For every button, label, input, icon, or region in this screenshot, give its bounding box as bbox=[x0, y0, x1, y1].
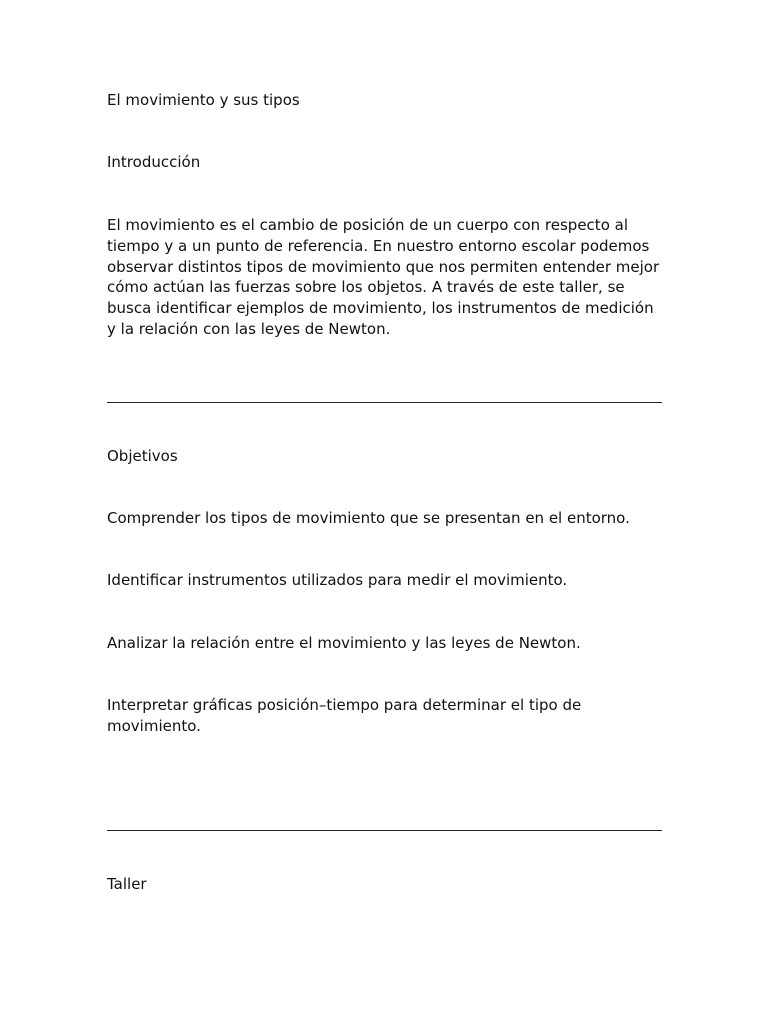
document-title: El movimiento y sus tipos bbox=[107, 91, 300, 109]
section-divider bbox=[107, 402, 662, 403]
objective-item: Comprender los tipos de movimiento que se presentan en el entorno. bbox=[107, 509, 630, 527]
objectives-heading: Objetivos bbox=[107, 447, 178, 465]
workshop-heading: Taller bbox=[107, 875, 147, 893]
objective-item: Analizar la relación entre el movimiento y las leyes de Newton. bbox=[107, 634, 581, 652]
objective-item: Identificar instrumentos utilizados para medir el movimiento. bbox=[107, 571, 568, 589]
intro-paragraph: El movimiento es el cambio de posición de un cuerpo con respecto al tiempo y a un punto de referencia. En nuestro entorno escolar podemos observar distintos tipos de movimiento que nos permiten entender mejor cómo actúan las fuerzas sobre los objetos. A través de este taller, se busca identificar ejemplos de movimiento, los instrumentos de medición y la relación con las leyes de Newton. bbox=[107, 216, 660, 338]
intro-heading: Introducción bbox=[107, 153, 201, 171]
objective-item: Interpretar gráficas posición–tiempo para determinar el tipo de movimiento. bbox=[107, 696, 582, 735]
section-divider bbox=[107, 830, 662, 831]
